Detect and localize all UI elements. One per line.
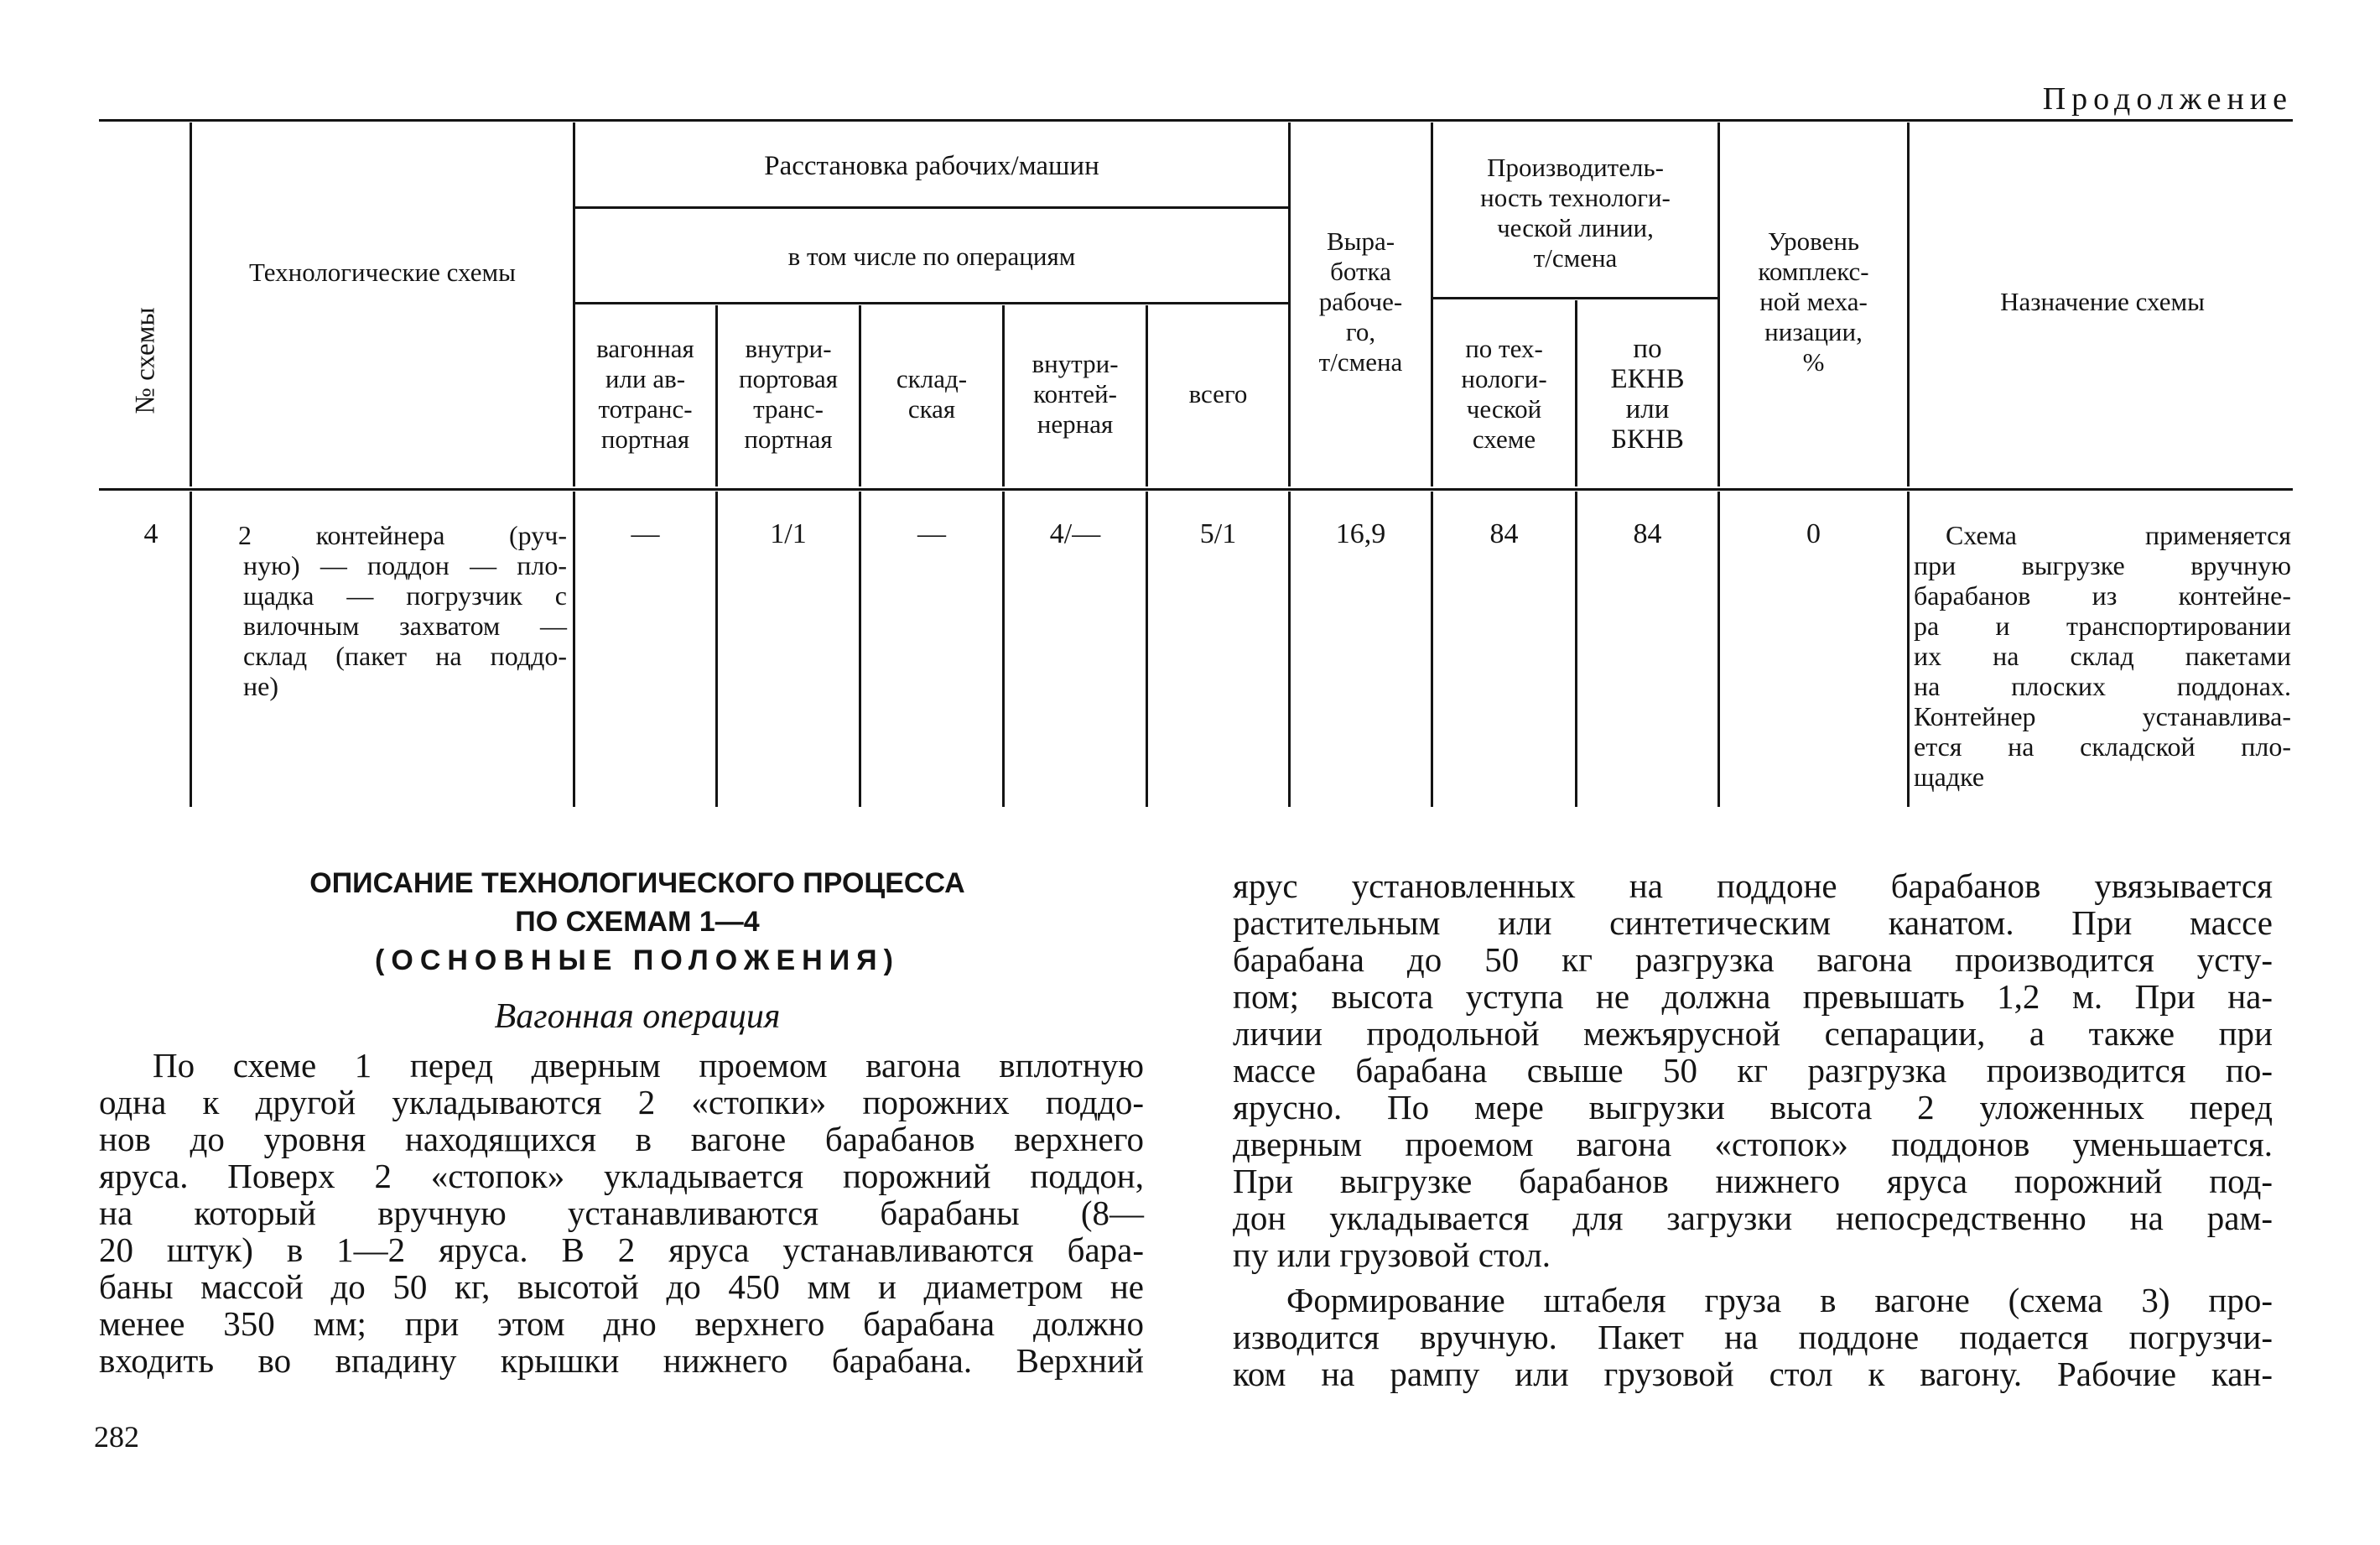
cell-productivity-scheme: 84 [1489,518,1519,549]
header-wagon-or-truck: вагонная или ав- тотранс- портная [596,334,694,454]
table-vline [1002,305,1005,486]
table-vline [1575,492,1577,807]
table-vline [573,122,575,486]
header-output-per-worker: Выра- ботка рабоче- го, т/смена [1318,226,1403,377]
table-vline [715,305,718,486]
table-vline [1431,492,1433,807]
header-intracontainer: внутри- контей- нерная [1032,349,1119,439]
table-vline [1907,122,1910,486]
section-heading: ОПИСАНИЕ ТЕХНОЛОГИЧЕСКОГО ПРОЦЕССА ПО СХЕМАМ 1—4 (ОСНОВНЫЕ ПОЛОЖЕНИЯ) [309,867,965,976]
header-by-eknv: по ЕКНВ или БКНВ [1610,334,1685,455]
header-by-tech-scheme: по тех- нологи- ческой схеме [1461,334,1547,454]
header-mechanization-level: Уровень комплекс- ной меха- низации, % [1758,226,1869,377]
table-vline [1288,122,1291,486]
cell-productivity-eknv: 84 [1633,518,1662,549]
table-vline [715,492,718,807]
row-number: 4 [143,518,158,549]
header-placement: Расстановка рабочих/машин [764,151,1099,181]
table-vline [1431,122,1433,486]
table-vline [1907,492,1910,807]
header-technological-schemes: Технологические схемы [249,258,516,287]
header-total: всего [1188,379,1248,408]
header-scheme-number: № схемы [131,307,162,414]
header-line-productivity: Производитель- ность технологи- ческой линии, т/смена [1480,153,1671,273]
header-warehouse: склад- ская [896,364,968,424]
header-scheme-purpose: Назначение схемы [2000,287,2205,316]
cell-total: 5/1 [1199,518,1237,549]
table-vline [1146,305,1148,486]
table-vline [1717,122,1720,486]
continuation-label: Продолжение [2042,81,2293,117]
cell-wagon: — [631,518,660,549]
subsection-heading: Вагонная операция [494,997,781,1036]
table-header-rule [99,488,2293,491]
table-vline [859,492,861,807]
cell-intracontainer: 4/— [1049,518,1101,549]
table-vline [573,492,575,807]
cell-warehouse: — [917,518,946,549]
table-vline [1146,492,1148,807]
table-vline [859,305,861,486]
table-vline [1002,492,1005,807]
table-hline [1431,297,1717,299]
table-vline [190,492,192,807]
table-hline [573,206,1288,209]
cell-output: 16,9 [1335,518,1386,549]
table-vline [1288,492,1291,807]
table-vline [1717,492,1720,807]
cell-intraport: 1/1 [770,518,807,549]
cell-mechanization: 0 [1806,518,1821,549]
header-intraport-transport: внутри- портовая транс- портная [738,334,839,454]
header-including-by-operations: в том числе по операциям [787,242,1076,271]
table-vline [190,122,192,486]
table-hline [573,302,1288,304]
table-top-rule [99,119,2293,122]
table-vline [1575,300,1577,486]
page-number: 282 [94,1420,139,1454]
